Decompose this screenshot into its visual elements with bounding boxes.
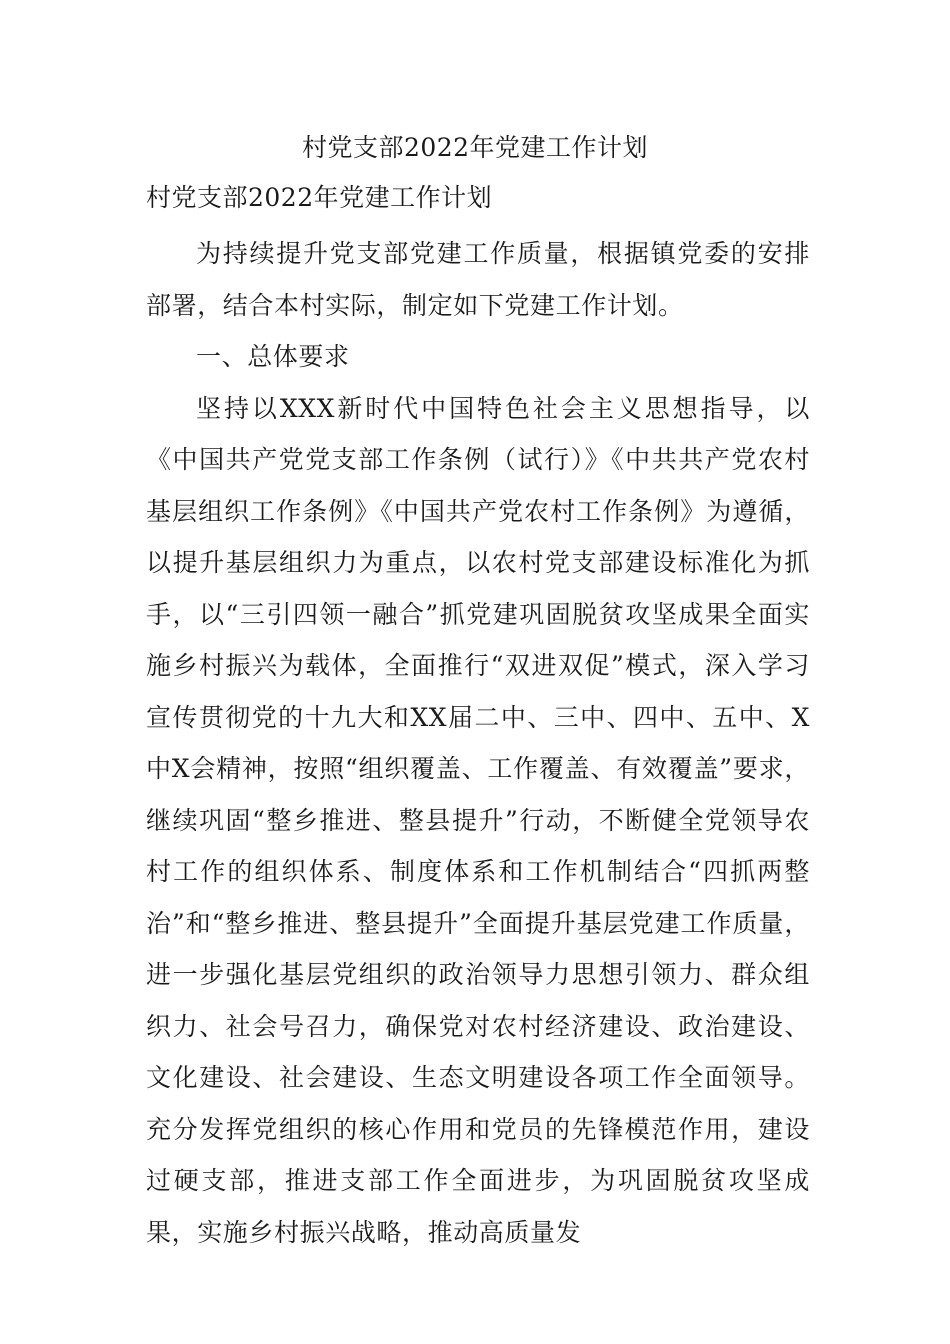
document-title: 村党支部2022年党建工作计划	[301, 133, 649, 162]
document-body	[146, 228, 810, 1258]
document-subtitle: 村党支部2022年党建工作计划	[146, 183, 493, 212]
section-body-general-requirements: 坚持以XXX新时代中国特色社会主义思想指导，以《中国共产党党支部工作条例（试行）》《中共共产党农村基层组织工作条例》《中国共产党农村工作条例》为遵循，以提升基层组织力为重点，以农村党支部建设标准化为抓手，以“三引四领一融合”抓党建巩固脱贫攻坚成果全面实施乡村振兴为载体，全面推行“双进双促”模式，深入学习宣传贯彻党的十九大和XX届二中、三中、四中、五中、X中X会精神，按照“组织覆盖、工作覆盖、有效覆盖”要求，继续巩固“整乡推进、整县提升”行动，不断健全党领导农村工作的组织体系、制度体系和工作机制结合“四抓两整治”和“整乡推进、整县提升”全面提升基层党建工作质量，进一步强化基层党组织的政治领导力思想引领力、群众组织力、社会号召力，确保党对农村经济建设、政治建设、文化建设、社会建设、生态文明建设各项工作全面领导。充分发挥党组织的核心作用和党员的先锋模范作用，建设过硬支部，推进支部工作全面进步，为巩固脱贫攻坚成果，实施乡村振兴战略，推动高质量发	[146, 393, 810, 1247]
intro-paragraph: 为持续提升党支部党建工作质量，根据镇党委的安排部署，结合本村实际，制定如下党建工作计划。	[146, 239, 810, 320]
section-heading-general-requirements: 一、总体要求	[196, 342, 350, 371]
